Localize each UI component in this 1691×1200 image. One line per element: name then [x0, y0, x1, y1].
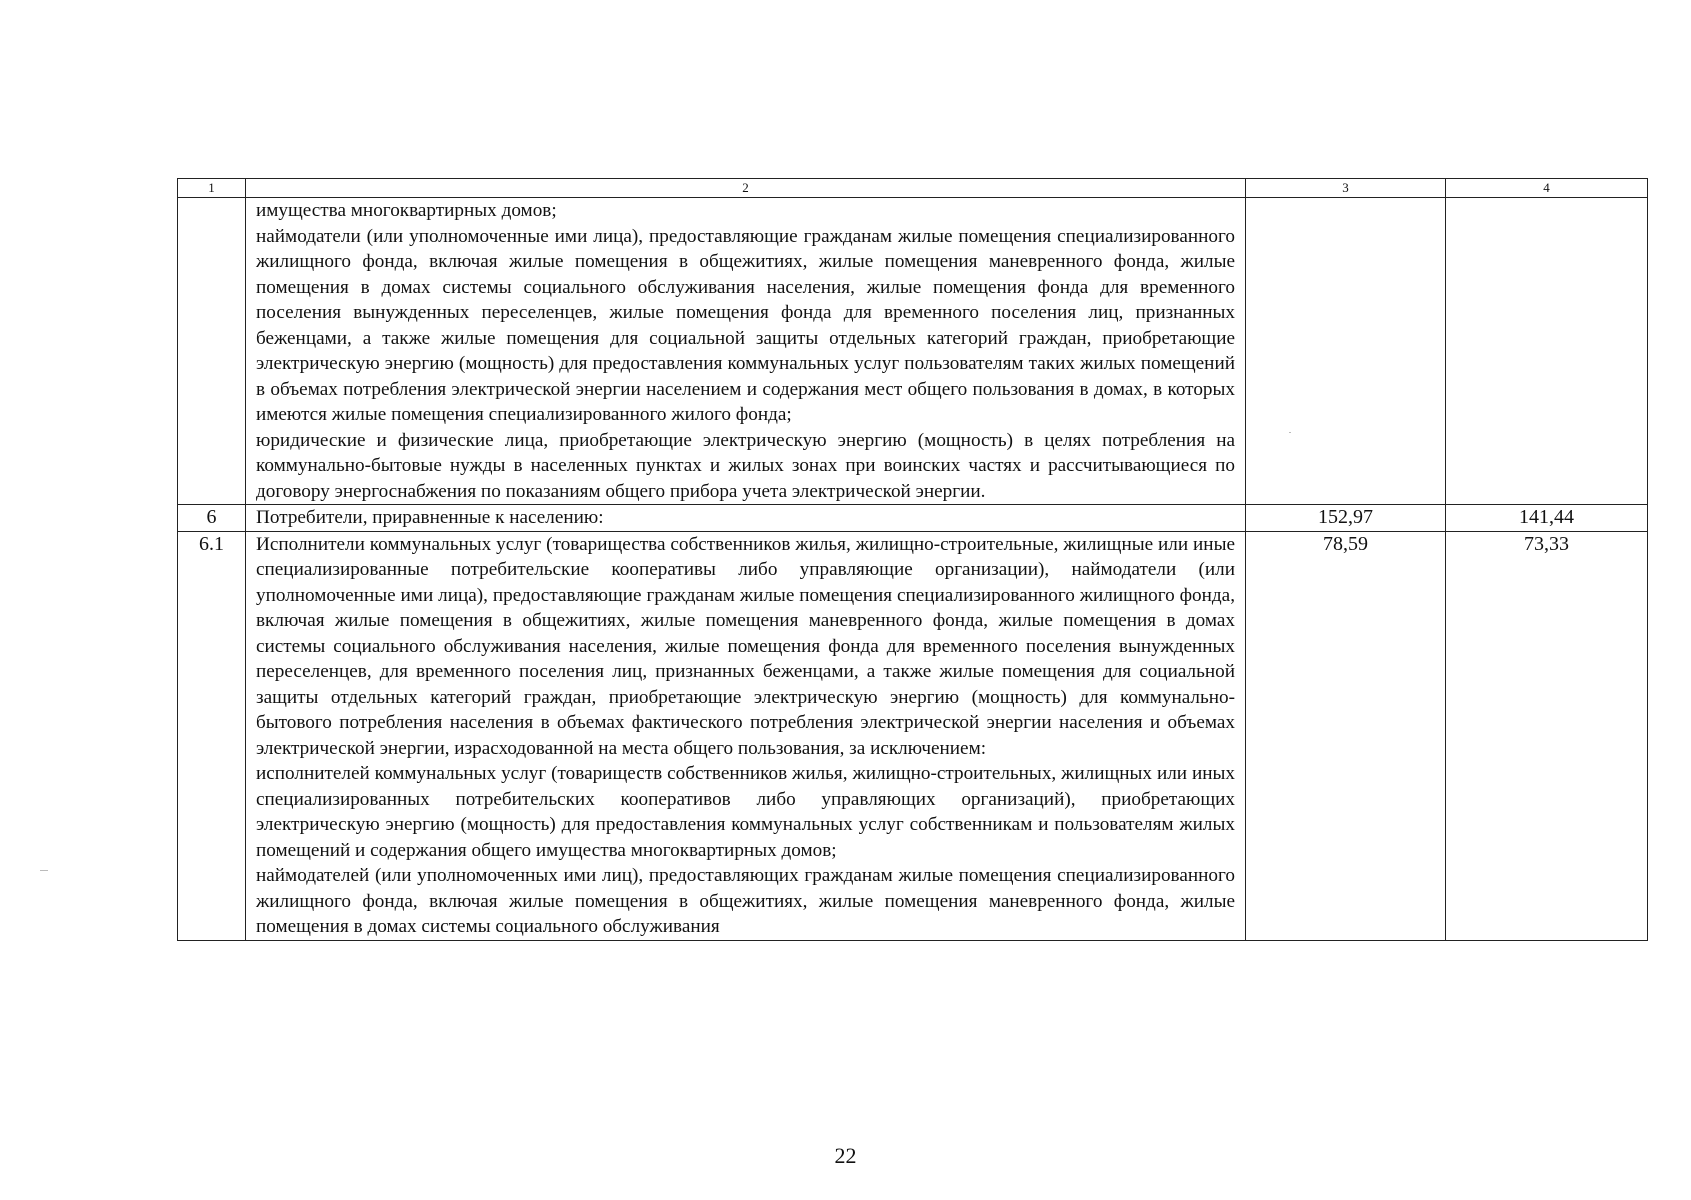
page-number: 22 [834, 1143, 857, 1168]
description-paragraph: наймодатели (или уполномоченные ими лица), предоставляющие гражданам жилые помещения специализированного жилищного фонда, включая жилые помещения в общежитиях, жилые помещения маневренного фонда, жилые помещения в домах системы социального обслуживания населения, жилые помещения фонда для временного поселения вынужденных переселенцев, жилые помещения фонда для временного поселения лиц, признанных беженцами, а также жилые помещения для социальной защиты отдельных категорий граждан, приобретающие электрическую энергию (мощность) для предоставления коммунальных услуг пользователям таких жилых помещений в объемах потребления электрической энергии населением и содержания мест общего пользования в домах, в которых имеются жилые помещения специализированного жилого фонда; [256, 225, 1235, 425]
description-paragraph: Исполнители коммунальных услуг (товарищества собственников жилья, жилищно-строительные, жилищные или иные специализированные потребительские кооперативы либо управляющие организации), наймодатели (или уполномоченные ими лица), предоставляющие гражданам жилые помещения специализированного жилищного фонда, включая жилые помещения в общежитиях, жилые помещения маневренного фонда, жилые помещения в домах системы социального обслуживания населения, жилые помещения фонда для временного поселения вынужденных переселенцев, для временного поселения лиц, признанных беженцами, а также жилые помещения для социальной защиты отдельных категорий граждан, приобретающие электрическую энергию (мощность) для коммунально-бытового потребления населения в объемах фактического потребления электрической энергии населения и объемах электрической энергии, израсходованной на места общего пользования, за исключением: [256, 533, 1235, 759]
description-paragraph: юридические и физические лица, приобретающие электрическую энергию (мощность) в целях потребления на коммунально-бытовые нужды в населенных пунктах и жилых зонах при воинских частях и рассчитывающиеся по договору энергоснабжения по показаниям общего прибора учета электрической энергии. [256, 429, 1235, 502]
description-paragraph: Потребители, приравненные к населению: [256, 507, 604, 528]
row-description [246, 531, 1246, 940]
row-number: 6 [178, 505, 246, 532]
value-column-3: 152,97 [1246, 505, 1446, 532]
column-header-1: 1 [178, 179, 246, 198]
table-header-row [178, 179, 1648, 198]
description-paragraph: исполнителей коммунальных услуг (товариществ собственников жилья, жилищно-строительных, жилищных или иных специализированных потребительских кооперативов либо управляющих организаций), приобретающих электрическую энергию (мощность) для предоставления коммунальных услуг собственникам и пользователям жилых помещений и содержания общего имущества многоквартирных домов; [256, 763, 1235, 861]
description-paragraph: имущества многоквартирных домов; [256, 200, 557, 221]
column-header-2: 2 [246, 179, 1246, 198]
table-row [178, 505, 1648, 532]
column-header-4: 4 [1446, 179, 1648, 198]
value-column-4: 141,44 [1446, 505, 1648, 532]
row-number [178, 198, 246, 505]
row-description [246, 505, 1246, 532]
value-column-3: 78,59 [1246, 531, 1446, 940]
column-header-3: 3 [1246, 179, 1446, 198]
description-paragraph: наймодателей (или уполномоченных ими лиц), предоставляющих гражданам жилые помещения специализированного жилищного фонда, включая жилые помещения в общежитиях, жилые помещения маневренного фонда, жилые помещения в домах системы социального обслуживания [256, 865, 1235, 937]
value-column-3 [1246, 198, 1446, 505]
value-column-4: 73,33 [1446, 531, 1648, 940]
scan-speck [40, 870, 48, 871]
table-row [178, 531, 1648, 940]
row-description [246, 198, 1246, 505]
scan-speck [1289, 432, 1291, 433]
table-row [178, 198, 1648, 505]
row-number: 6.1 [178, 531, 246, 940]
value-column-4 [1446, 198, 1648, 505]
tariff-table [177, 178, 1648, 941]
